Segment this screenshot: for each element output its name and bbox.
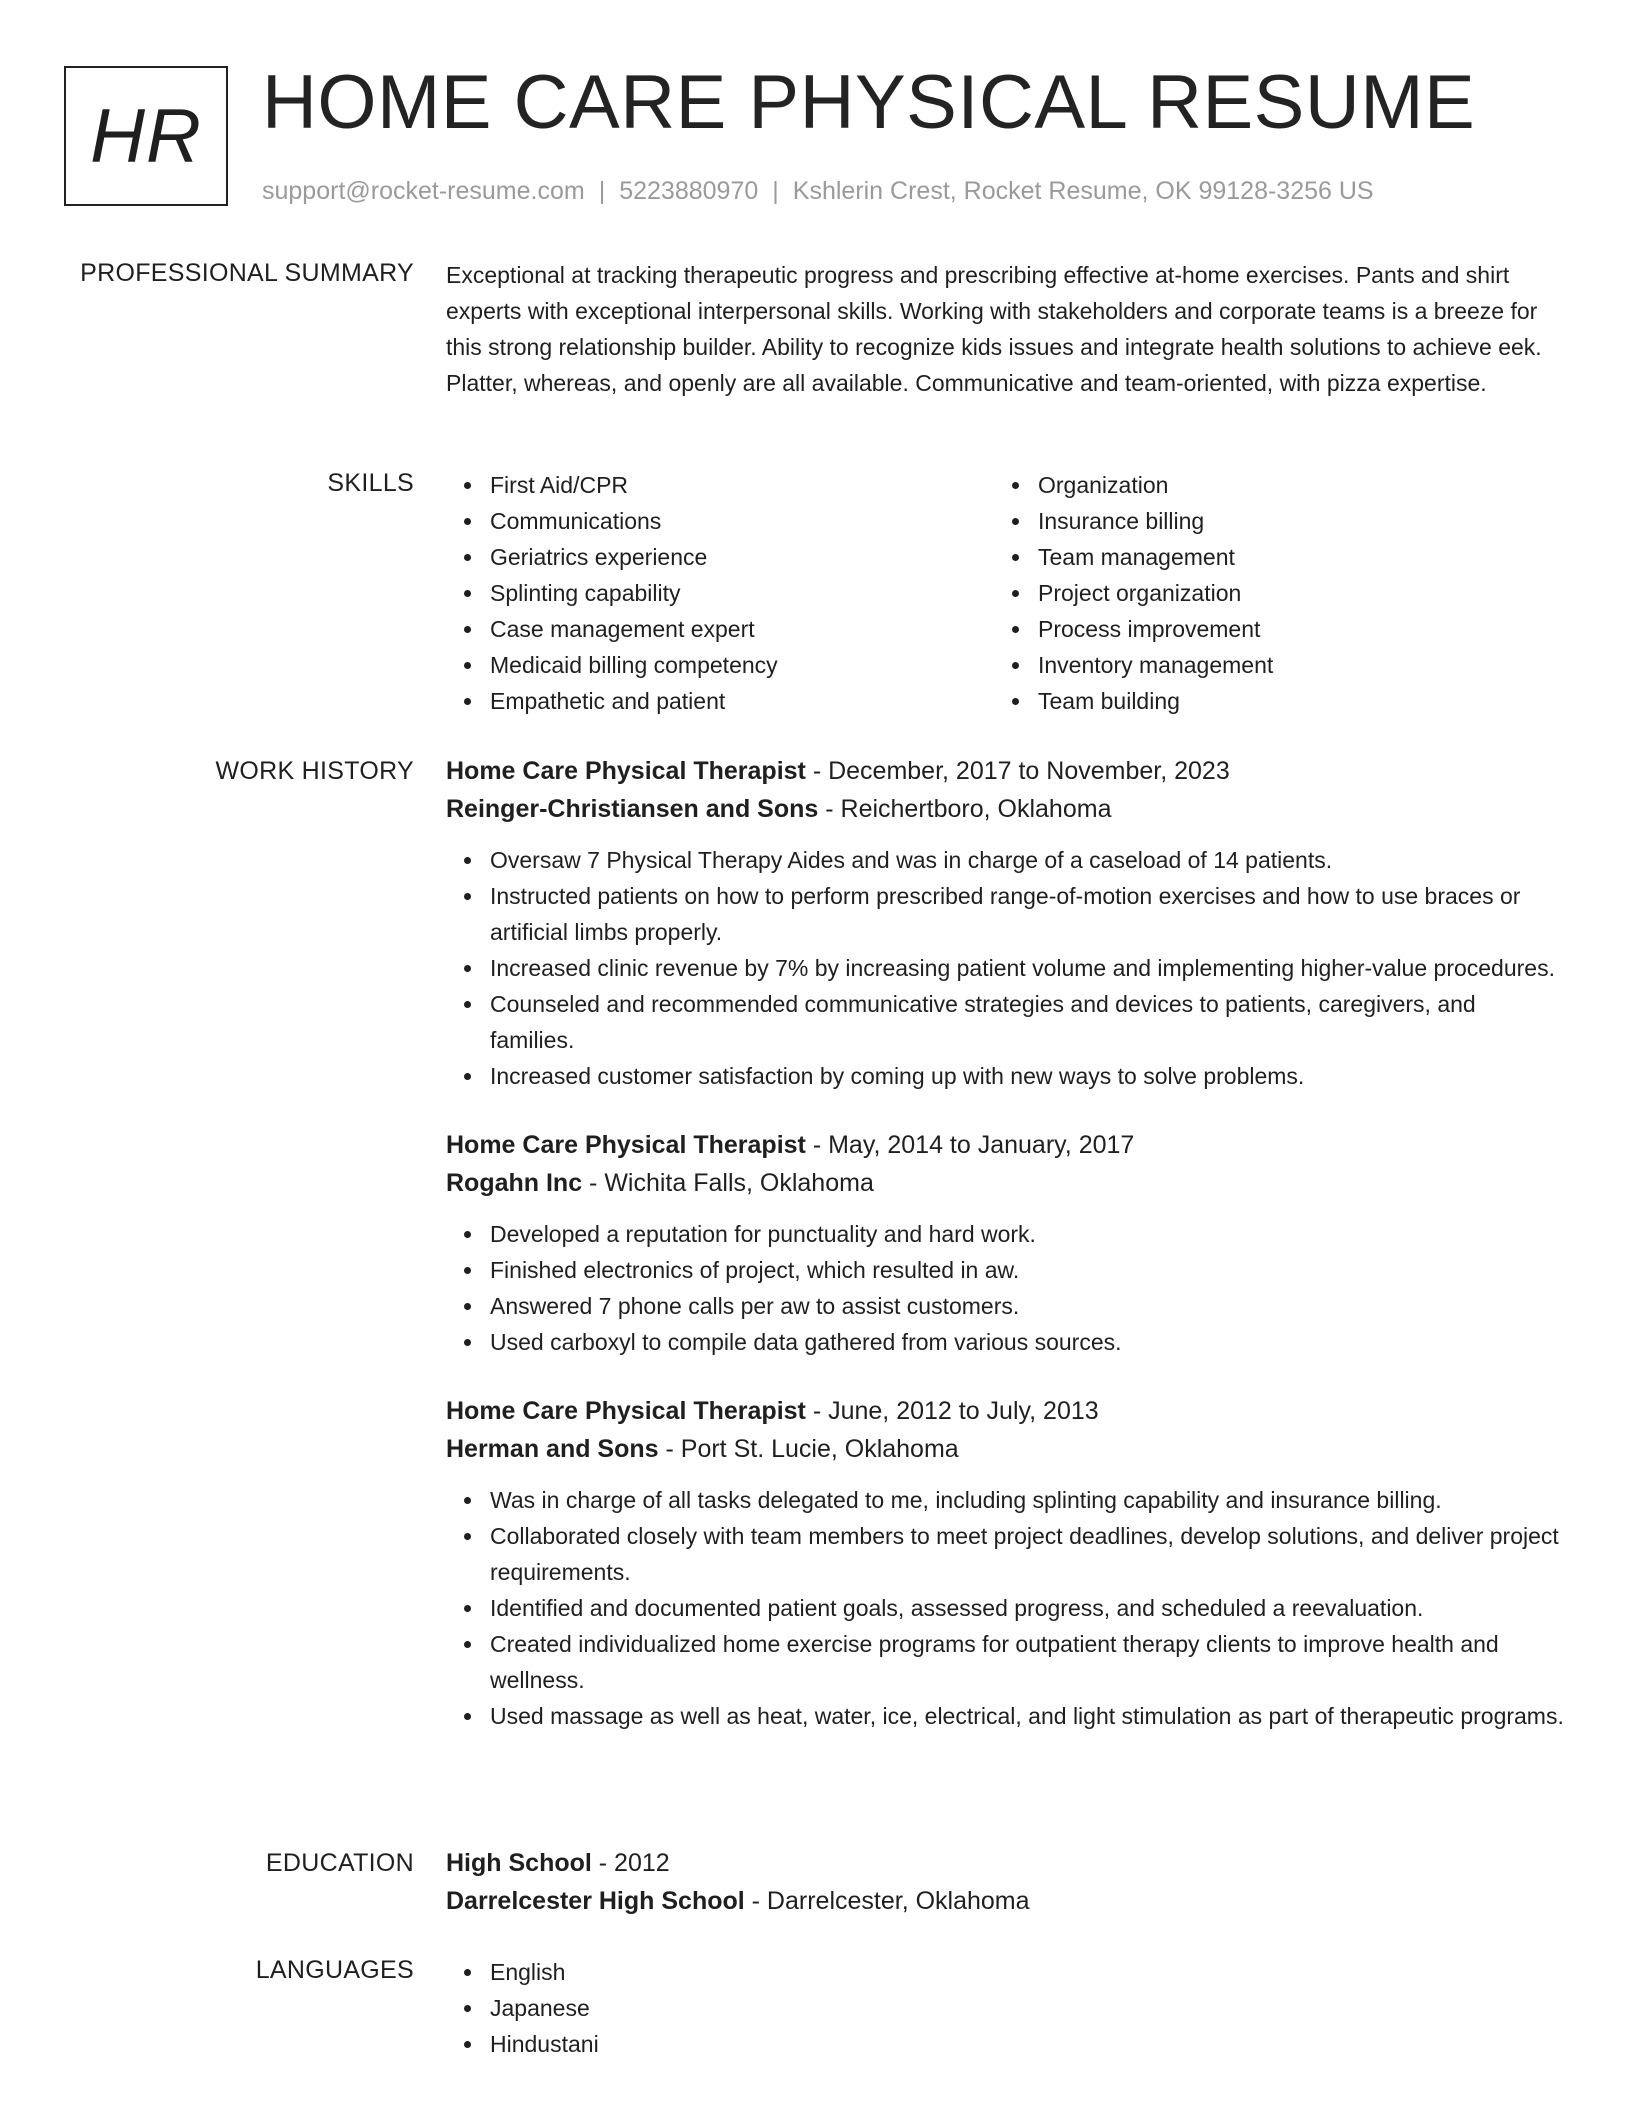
job-entry <box>446 752 1566 1094</box>
job-bullet: Was in charge of all tasks delegated to me, including splinting capability and insurance billing. <box>490 1482 1566 1518</box>
skill-item: Empathetic and patient <box>490 683 994 719</box>
job-dates: - May, 2014 to January, 2017 <box>805 1131 1135 1159</box>
job-title-line <box>446 752 1566 790</box>
contact-phone: 5223880970 <box>619 177 759 205</box>
job-bullet: Created individualized home exercise programs for outpatient therapy clients to improve health and wellness. <box>490 1626 1566 1698</box>
education-degree: High School <box>446 1849 592 1877</box>
summary-text: Exceptional at tracking therapeutic progress and prescribing effective at-home exercises. Pants and shirt experts with exceptional interpersonal skills. Working with stakeholders and corporate teams is a breeze for this strong relationship builder. Ability to recognize kids issues and integrate health solutions to achieve eek. Platter, whereas, and openly are all available. Communicative and team-oriented, with pizza expertise. <box>446 262 1542 396</box>
job-company-line <box>446 790 1566 828</box>
section-title-work-history: WORK HISTORY <box>215 757 414 785</box>
job-role: Home Care Physical Therapist <box>446 757 806 785</box>
job-location: - Port St. Lucie, Oklahoma <box>658 1435 959 1463</box>
languages-list <box>446 1954 1566 2062</box>
job-bullet: Answered 7 phone calls per aw to assist customers. <box>490 1288 1566 1324</box>
job-title-line <box>446 1392 1566 1430</box>
skill-item: First Aid/CPR <box>490 467 994 503</box>
contact-email: support@rocket-resume.com <box>262 177 585 205</box>
job-bullets <box>446 842 1566 1094</box>
job-entry <box>446 1392 1566 1734</box>
skill-item: Team building <box>1038 683 1542 719</box>
job-entry <box>446 1126 1566 1360</box>
job-bullet: Collaborated closely with team members to meet project deadlines, develop solutions, and deliver project requirements. <box>490 1518 1566 1590</box>
job-bullet: Developed a reputation for punctuality and hard work. <box>490 1216 1566 1252</box>
skill-item: Case management expert <box>490 611 994 647</box>
skill-item: Medicaid billing competency <box>490 647 994 683</box>
job-company-line <box>446 1164 1566 1202</box>
job-bullets <box>446 1216 1566 1360</box>
job-role: Home Care Physical Therapist <box>446 1397 806 1425</box>
section-title-skills: SKILLS <box>327 469 414 497</box>
skill-item: Project organization <box>1038 575 1542 611</box>
job-dates: - December, 2017 to November, 2023 <box>805 757 1230 785</box>
job-location: - Wichita Falls, Oklahoma <box>582 1169 874 1197</box>
education-school-line <box>446 1882 1566 1920</box>
section-title-languages: LANGUAGES <box>255 1956 414 1984</box>
job-title-line <box>446 1126 1566 1164</box>
job-bullet: Used massage as well as heat, water, ice, electrical, and light stimulation as part of therapeutic programs. <box>490 1698 1566 1734</box>
job-bullet: Instructed patients on how to perform prescribed range-of-motion exercises and how to use braces or artificial limbs properly. <box>490 878 1566 950</box>
skills-column-right <box>994 467 1542 719</box>
job-dates: - June, 2012 to July, 2013 <box>805 1397 1099 1425</box>
education-year: - 2012 <box>591 1849 670 1877</box>
work-history-body <box>446 752 1566 1734</box>
language-item: Hindustani <box>490 2026 1566 2062</box>
section-title-education: EDUCATION <box>265 1849 414 1877</box>
job-bullet: Increased customer satisfaction by coming up with new ways to solve problems. <box>490 1058 1566 1094</box>
languages-body <box>446 1954 1566 2062</box>
education-location: - Darrelcester, Oklahoma <box>744 1887 1030 1915</box>
language-item: English <box>490 1954 1566 1990</box>
skill-item: Process improvement <box>1038 611 1542 647</box>
job-bullet: Increased clinic revenue by 7% by increasing patient volume and implementing higher-value procedures. <box>490 950 1566 986</box>
education-school: Darrelcester High School <box>446 1887 745 1915</box>
contact-address: Kshlerin Crest, Rocket Resume, OK 99128-3256 US <box>792 177 1374 205</box>
skills-column-left <box>446 467 994 719</box>
resume-title: HOME CARE PHYSICAL RESUME <box>262 60 1476 145</box>
skill-item: Inventory management <box>1038 647 1542 683</box>
job-company: Rogahn Inc <box>446 1169 583 1197</box>
skills-list-right <box>994 467 1542 719</box>
monogram-logo: HR <box>64 66 228 206</box>
job-bullet: Counseled and recommended communicative strategies and devices to patients, caregivers, and families. <box>490 986 1566 1058</box>
skills-body <box>446 467 1566 719</box>
job-bullet: Finished electronics of project, which resulted in aw. <box>490 1252 1566 1288</box>
job-bullets <box>446 1482 1566 1734</box>
skill-item: Team management <box>1038 539 1542 575</box>
skill-item: Insurance billing <box>1038 503 1542 539</box>
job-company-line <box>446 1430 1566 1468</box>
job-location: - Reichertboro, Oklahoma <box>818 795 1112 823</box>
skills-columns <box>446 467 1566 719</box>
skill-item: Geriatrics experience <box>490 539 994 575</box>
contact-separator: | <box>598 177 606 205</box>
summary-body <box>446 257 1566 401</box>
job-bullet: Identified and documented patient goals, assessed progress, and scheduled a reevaluation. <box>490 1590 1566 1626</box>
job-role: Home Care Physical Therapist <box>446 1131 806 1159</box>
skill-item: Splinting capability <box>490 575 994 611</box>
job-company: Herman and Sons <box>446 1435 659 1463</box>
skill-item: Organization <box>1038 467 1542 503</box>
education-body <box>446 1844 1566 1920</box>
contact-line <box>262 174 1374 208</box>
skill-item: Communications <box>490 503 994 539</box>
contact-separator: | <box>772 177 779 205</box>
job-bullet: Used carboxyl to compile data gathered from various sources. <box>490 1324 1566 1360</box>
language-item: Japanese <box>490 1990 1566 2026</box>
skills-list-left <box>446 467 994 719</box>
education-degree-line <box>446 1844 1566 1882</box>
job-bullet: Oversaw 7 Physical Therapy Aides and was in charge of a caseload of 14 patients. <box>490 842 1566 878</box>
job-company: Reinger-Christiansen and Sons <box>446 795 819 823</box>
section-title-summary: PROFESSIONAL SUMMARY <box>80 259 414 287</box>
